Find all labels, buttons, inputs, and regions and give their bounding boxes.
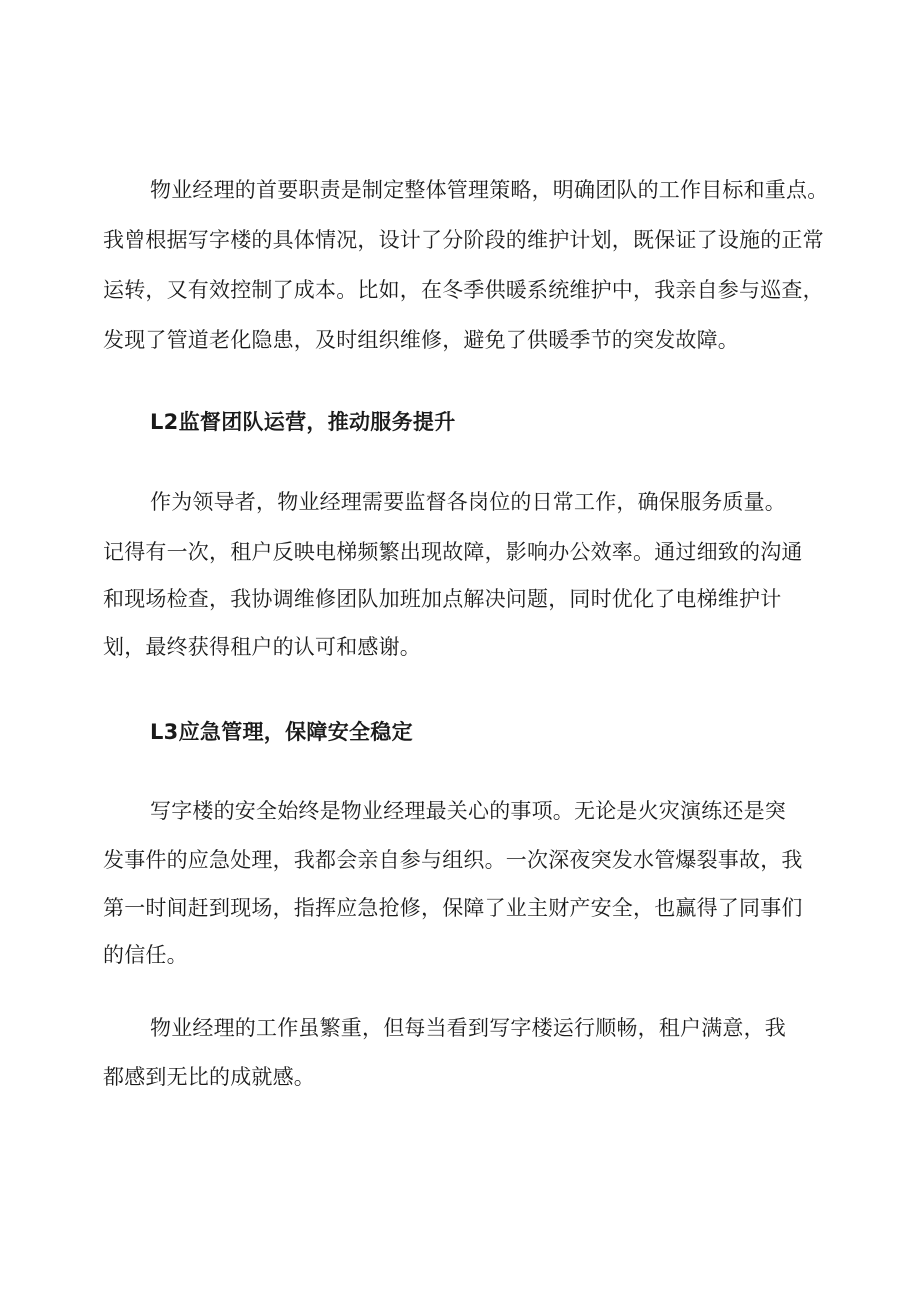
paragraph-1-line-1: 物业经理的首要职责是制定整体管理策略，明确团队的工作目标和重点。: [150, 178, 829, 202]
section-heading-l3: L3应急管理，保障安全稳定: [150, 720, 413, 744]
paragraph-3-line-2: 发事件的应急处理，我都会亲自参与组织。一次深夜突发水管爆裂事故，我: [103, 848, 803, 872]
paragraph-1-line-3: 运转，又有效控制了成本。比如，在冬季供暖系统维护中，我亲自参与巡查，: [103, 278, 824, 302]
paragraph-2-line-1: 作为领导者，物业经理需要监督各岗位的日常工作，确保服务质量。: [150, 490, 786, 514]
paragraph-3-line-3: 第一时间赶到现场，指挥应急抢修，保障了业主财产安全，也赢得了同事们: [103, 896, 803, 920]
paragraph-3-line-1: 写字楼的安全始终是物业经理最关心的事项。无论是火灾演练还是突: [150, 799, 786, 823]
paragraph-3-line-4: 的信任。: [103, 943, 188, 967]
paragraph-2-line-2: 记得有一次，租户反映电梯频繁出现故障，影响办公效率。通过细致的沟通: [103, 540, 803, 564]
paragraph-4-line-2: 都感到无比的成就感。: [103, 1065, 315, 1089]
section-heading-l2: L2监督团队运营，推动服务提升: [150, 410, 456, 434]
paragraph-1-line-4: 发现了管道老化隐患，及时组织维修，避免了供暖季节的突发故障。: [103, 328, 739, 352]
paragraph-4-line-1: 物业经理的工作虽繁重，但每当看到写字楼运行顺畅，租户满意，我: [150, 1016, 786, 1040]
paragraph-2-line-3: 和现场检查，我协调维修团队加班加点解决问题，同时优化了电梯维护计: [103, 587, 782, 611]
paragraph-1-line-2: 我曾根据写字楼的具体情况，设计了分阶段的维护计划，既保证了设施的正常: [103, 228, 824, 252]
paragraph-2-line-4: 划，最终获得租户的认可和感谢。: [103, 635, 421, 659]
